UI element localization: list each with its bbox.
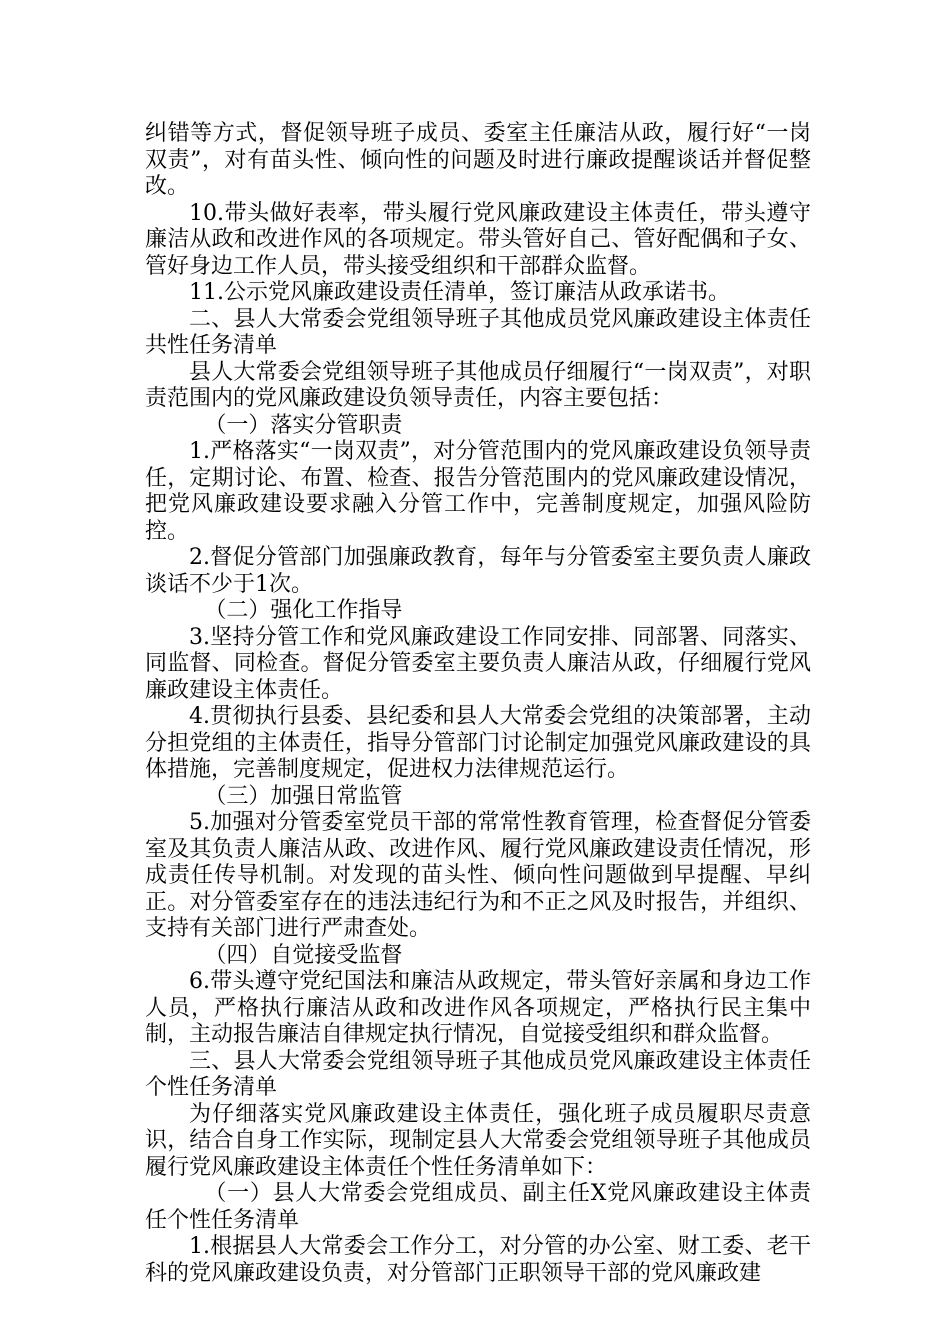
paragraph: 为仔细落实党风廉政建设主体责任，强化班子成员履职尽责意识，结合自身工作实际，现制定县人大常委会党组领导班子其他成员履行党风廉政建设主体责任个性任务清单如下： [145, 1101, 811, 1180]
paragraph: 1.严格落实“一岗双责”，对分管范围内的党风廉政建设负领导责任，定期讨论、布置、检查、报告分管范围内的党风廉政建设情况，把党风廉政建设要求融入分管工作中，完善制度规定，加强风险防控。 [145, 439, 811, 544]
paragraph: 纠错等方式，督促领导班子成员、委室主任廉洁从政，履行好“一岗双责”，对有苗头性、倾向性的问题及时进行廉政提醒谈话并督促整改。 [145, 121, 811, 199]
paragraph: 县人大常委会党组领导班子其他成员仔细履行“一岗双责”，对职责范围内的党风廉政建设负领导责任，内容主要包括： [145, 359, 811, 411]
section-heading: 三、县人大常委会党组领导班子其他成员党风廉政建设主体责任个性任务清单 [145, 1048, 811, 1100]
subsection-heading: （三）加强日常监管 [204, 783, 403, 809]
paragraph: 6.带头遵守党纪国法和廉洁从政规定，带头管好亲属和身边工作人员，严格执行廉洁从政和改进作风各项规定，严格执行民主集中制，主动报告廉洁自律规定执行情况，自觉接受组织和群众监督。 [145, 969, 811, 1047]
section-heading: 二、县人大常委会党组领导班子其他成员党风廉政建设主体责任共性任务清单 [145, 306, 811, 358]
paragraph: 4.贯彻执行县委、县纪委和县人大常委会党组的决策部署，主动分担党组的主体责任，指导分管部门讨论制定加强党风廉政建设的具体措施，完善制度规定，促进权力法律规范运行。 [145, 704, 811, 782]
subsection-heading: （二）强化工作指导 [204, 598, 403, 623]
subsection-heading: （一）落实分管职责 [204, 412, 403, 438]
document-body [145, 121, 811, 1287]
subsection-heading: （四）自觉接受监督 [204, 942, 403, 968]
subsection-heading: （一）县人大常委会党组成员、副主任X党风廉政建设主体责任个性任务清单 [145, 1181, 811, 1233]
paragraph: 11.公示党风廉政建设责任清单，签订廉洁从政承诺书。 [189, 280, 730, 305]
paragraph: 3.坚持分管工作和党风廉政建设工作同安排、同部署、同落实、同监督、同检查。督促分管委室主要负责人廉洁从政，仔细履行党风廉政建设主体责任。 [145, 624, 811, 703]
paragraph: 2.督促分管部门加强廉政教育，每年与分管委室主要负责人廉政谈话不少于1次。 [145, 545, 811, 597]
paragraph: 5.加强对分管委室党员干部的常常性教育管理，检查督促分管委室及其负责人廉洁从政、改进作风、履行党风廉政建设责任情况，形成责任传导机制。对发现的苗头性、倾向性问题做到早提醒、早纠正。对分管委室存在的违法违纪行为和不正之风及时报告，并组织、支持有关部门进行严肃查处。 [145, 810, 811, 941]
paragraph: 10.带头做好表率，带头履行党风廉政建设主体责任，带头遵守廉洁从政和改进作风的各项规定。带头管好自己、管好配偶和子女、管好身边工作人员，带头接受组织和干部群众监督。 [145, 200, 811, 279]
paragraph: 1.根据县人大常委会工作分工，对分管的办公室、财工委、老干科的党风廉政建设负责，对分管部门正职领导干部的党风廉政建 [145, 1234, 811, 1286]
